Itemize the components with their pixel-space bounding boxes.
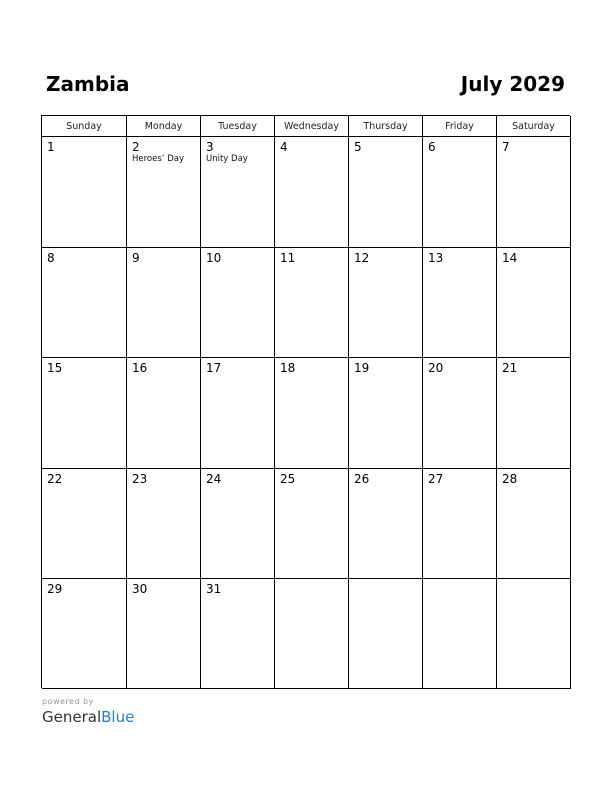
day-cell: [275, 358, 349, 469]
weekday-header-monday: Monday: [127, 116, 201, 137]
day-cell: [127, 358, 201, 469]
weekday-header-sunday: Sunday: [42, 116, 127, 137]
day-cell: [423, 358, 497, 469]
day-cell: [349, 248, 423, 358]
day-cell: [201, 137, 275, 248]
day-number: 14: [502, 251, 518, 265]
day-number: 2: [132, 140, 140, 154]
holiday-label: Unity Day: [206, 154, 248, 164]
day-cell: [127, 137, 201, 248]
holiday-label: Heroes’ Day: [132, 154, 184, 164]
day-number: 7: [502, 140, 510, 154]
day-cell: [275, 248, 349, 358]
powered-by-text: powered by: [42, 697, 94, 706]
month-title: July 2029: [460, 72, 565, 96]
day-number: 4: [280, 140, 288, 154]
day-cell: [275, 137, 349, 248]
day-number: 1: [47, 140, 55, 154]
day-number: 6: [428, 140, 436, 154]
day-number: 24: [206, 472, 222, 486]
day-number: 19: [354, 361, 370, 375]
day-number: 25: [280, 472, 296, 486]
day-cell: [423, 469, 497, 579]
day-number: 13: [428, 251, 444, 265]
day-number: 30: [132, 582, 148, 596]
day-cell: [423, 137, 497, 248]
brand-general-text: General: [42, 708, 102, 726]
day-cell: [127, 579, 201, 689]
day-number: 26: [354, 472, 370, 486]
day-number: 10: [206, 251, 222, 265]
day-number: 8: [47, 251, 55, 265]
generalblue-logo[interactable]: [42, 708, 134, 726]
day-cell: [423, 248, 497, 358]
weekday-header-thursday: Thursday: [349, 116, 423, 137]
day-cell: [497, 248, 571, 358]
day-number: 20: [428, 361, 444, 375]
day-number: 31: [206, 582, 222, 596]
day-cell: [127, 248, 201, 358]
day-number: 23: [132, 472, 148, 486]
day-number: 27: [428, 472, 444, 486]
calendar-grid: [41, 115, 570, 688]
weekday-header-friday: Friday: [423, 116, 497, 137]
footer-branding: [42, 697, 134, 726]
day-cell: [349, 469, 423, 579]
day-number: 5: [354, 140, 362, 154]
day-number: 17: [206, 361, 222, 375]
day-cell-empty: [423, 579, 497, 689]
day-number: 12: [354, 251, 370, 265]
day-number: 16: [132, 361, 148, 375]
day-cell: [497, 137, 571, 248]
weekday-header-wednesday: Wednesday: [275, 116, 349, 137]
day-cell: [201, 358, 275, 469]
weekday-header-saturday: Saturday: [497, 116, 571, 137]
day-number: 3: [206, 140, 214, 154]
day-cell-empty: [497, 579, 571, 689]
day-number: 9: [132, 251, 140, 265]
day-cell: [42, 248, 127, 358]
day-cell: [349, 137, 423, 248]
country-title: Zambia: [46, 72, 130, 96]
day-number: 21: [502, 361, 518, 375]
day-number: 22: [47, 472, 63, 486]
day-cell: [497, 358, 571, 469]
day-cell: [42, 137, 127, 248]
brand-blue-text: Blue: [101, 708, 135, 726]
day-cell-empty: [275, 579, 349, 689]
weekday-header-tuesday: Tuesday: [201, 116, 275, 137]
day-number: 18: [280, 361, 296, 375]
day-cell: [42, 579, 127, 689]
day-cell: [349, 358, 423, 469]
day-number: 28: [502, 472, 518, 486]
day-number: 15: [47, 361, 63, 375]
day-cell-empty: [349, 579, 423, 689]
day-cell: [497, 469, 571, 579]
day-cell: [275, 469, 349, 579]
day-cell: [201, 248, 275, 358]
day-cell: [201, 579, 275, 689]
day-number: 11: [280, 251, 296, 265]
day-number: 29: [47, 582, 63, 596]
day-cell: [127, 469, 201, 579]
day-cell: [42, 358, 127, 469]
day-cell: [42, 469, 127, 579]
day-cell: [201, 469, 275, 579]
